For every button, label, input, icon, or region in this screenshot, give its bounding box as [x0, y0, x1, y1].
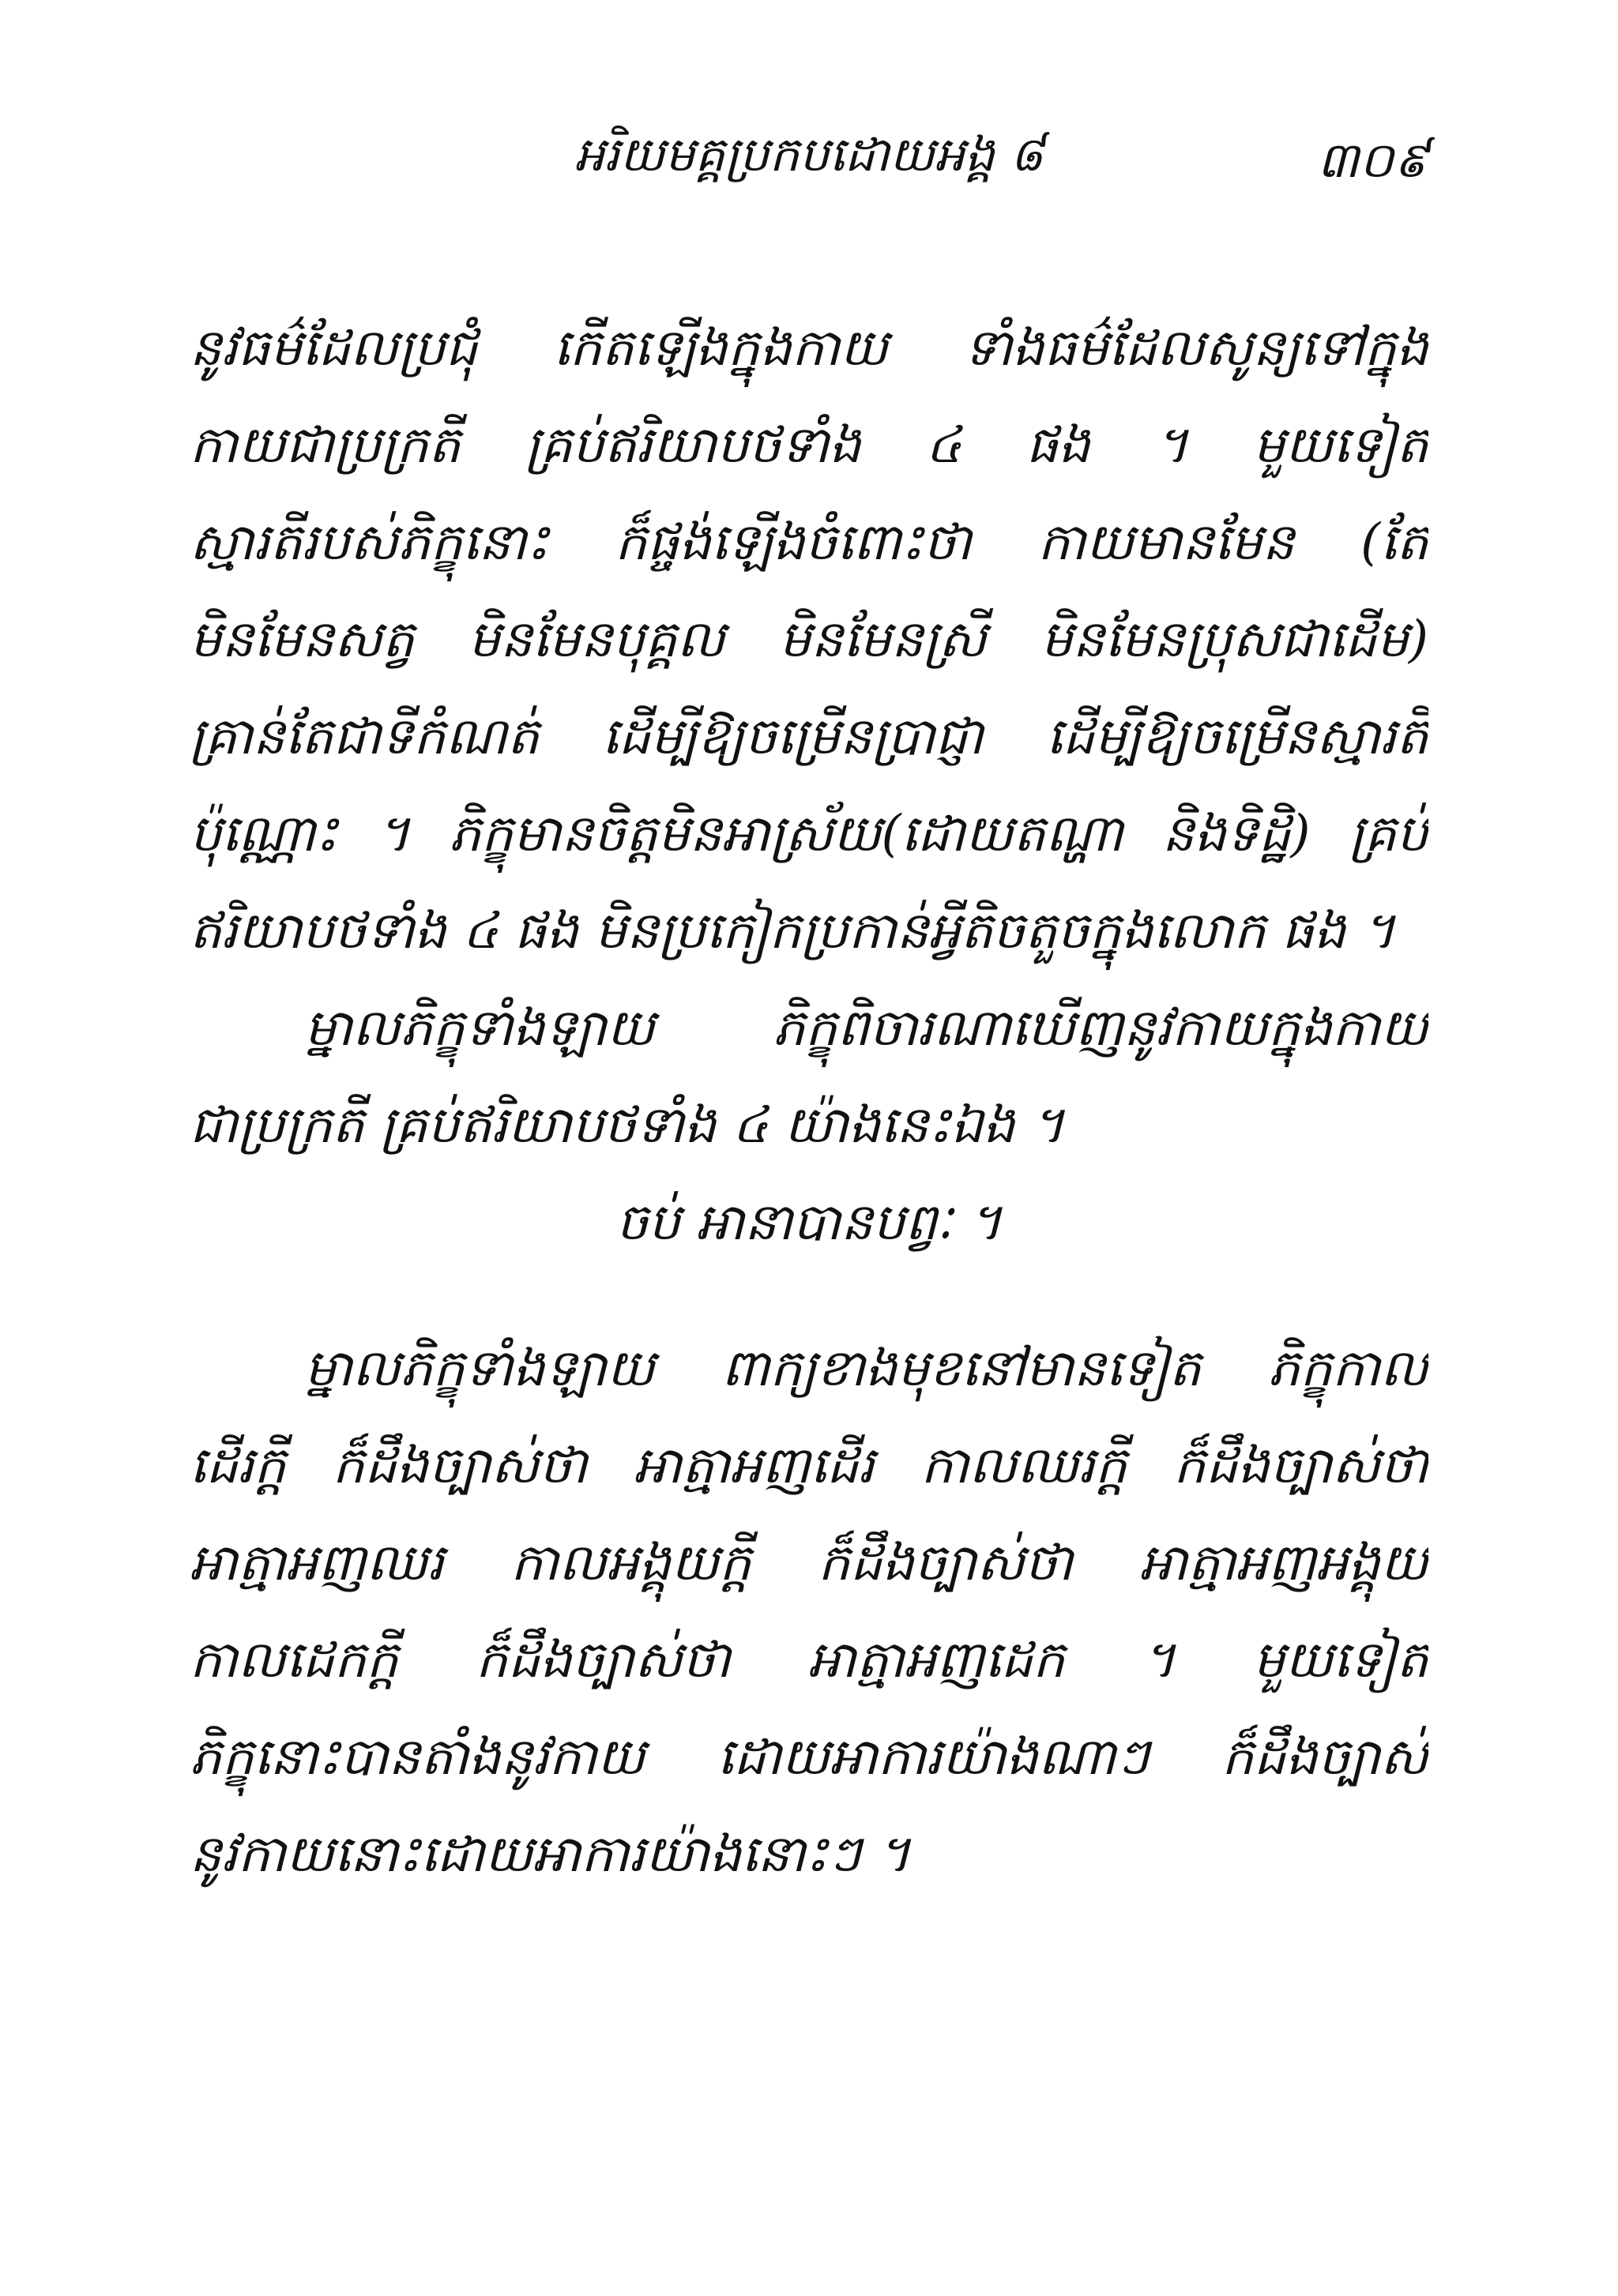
paragraph-3 — [190, 1321, 1428, 1903]
text-line: ប៉ុណ្ណោះ ។ ភិក្ខុមានចិត្តមិនអាស្រ័យ(ដោយតណ្ហា និងទិដ្ឋិ) គ្រប់ — [190, 805, 1428, 863]
text-line: ម្នាលភិក្ខុទាំងឡាយ ភិក្ខុពិចារណាឃើញនូវកាយក្នុងកាយ — [304, 999, 1428, 1058]
text-line: គ្រាន់តែជាទីកំណត់ ដើម្បីឱ្យចម្រើនប្រាជ្ញា ដើម្បីឱ្យចម្រើនស្មារតី — [190, 708, 1428, 766]
running-title: អរិយមគ្គប្រកបដោយអង្គ ៨ — [574, 127, 1044, 182]
page-number: ៣០៩ — [1317, 131, 1428, 189]
page-header — [190, 126, 1428, 221]
text-line: កាយជាប្រក្រតី គ្រប់ឥរិយាបថទាំង ៤ ផង ។ មួយទៀត — [190, 416, 1428, 475]
paragraph-1 — [190, 300, 1428, 980]
text-line: នូវកាយនោះដោយអាការយ៉ាងនោះៗ ។ — [190, 1825, 911, 1884]
text-line: ភិក្ខុនោះបានតាំងនូវកាយ ដោយអាការយ៉ាងណាៗ ក៏ដឹងច្បាស់ — [190, 1728, 1428, 1787]
section-end-heading: ចប់ អានាបានបព្វៈ ។ — [615, 1193, 1003, 1252]
text-line: នូវធម៌ដែលប្រជុំ កើតឡើងក្នុងកាយ ទាំងធម៌ដែលសូន្យទៅក្នុង — [190, 319, 1428, 378]
text-line: ស្មារតីរបស់ភិក្ខុនោះ ក៏ផ្ចង់ឡើងចំពោះថា កាយមានមែន (តែ — [190, 513, 1428, 572]
text-line: ដើរក្តី ក៏ដឹងច្បាស់ថា អាត្មាអញដើរ កាលឈរក្តី ក៏ដឹងច្បាស់ថា — [190, 1437, 1428, 1495]
paragraph-2 — [190, 980, 1428, 1174]
text-line: ជាប្រក្រតី គ្រប់ឥរិយាបថទាំង ៤ យ៉ាងនេះឯង ។ — [190, 1096, 1065, 1155]
body-text — [190, 300, 1428, 1903]
text-line: អាត្មាអញឈរ កាលអង្គុយក្តី ក៏ដឹងច្បាស់ថា អាត្មាអញអង្គុយ — [190, 1534, 1428, 1592]
text-line: កាលដេកក្តី ក៏ដឹងច្បាស់ថា អាត្មាអញដេក ។ មួយទៀត — [190, 1631, 1428, 1689]
text-line: ម្នាលភិក្ខុទាំងឡាយ ពាក្យខាងមុខនៅមានទៀត ភិក្ខុកាល — [304, 1340, 1428, 1398]
paragraph-gap — [190, 1272, 1428, 1321]
text-line: ឥរិយាបថទាំង ៤ ផង មិនប្រកៀកប្រកាន់អ្វីតិចតួចក្នុងលោក ផង ។ — [190, 902, 1396, 960]
text-line: មិនមែនសត្វ មិនមែនបុគ្គល មិនមែនស្រី មិនមែនប្រុសជាដើម) — [190, 611, 1428, 669]
